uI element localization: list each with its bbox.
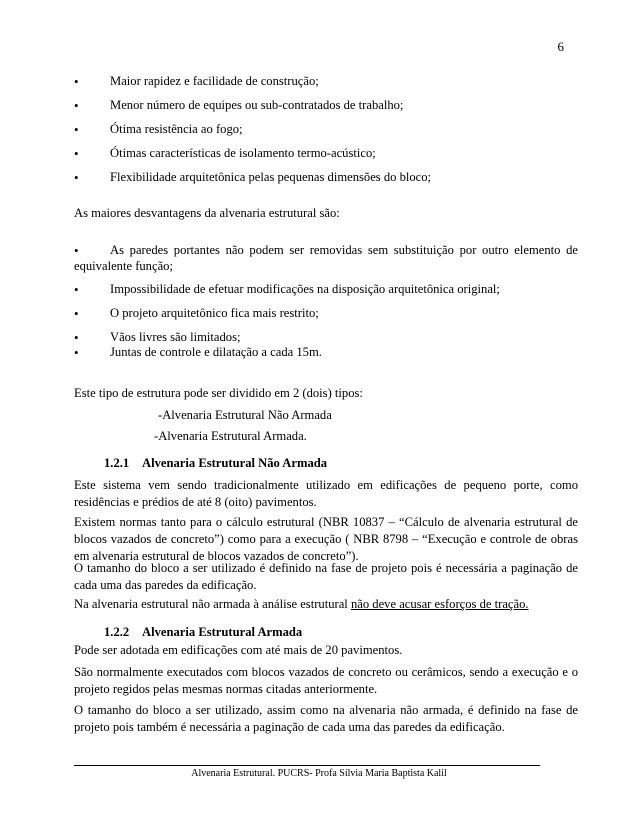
advantage-text: Maior rapidez e facilidade de construção;: [110, 74, 319, 88]
page-number: 6: [557, 39, 564, 54]
paragraph: Pode ser adotada em edificações com até mais de 20 pavimentos.: [74, 643, 403, 657]
bullet-icon: •: [74, 98, 79, 113]
advantage-text: Menor número de equipes ou sub-contratados de trabalho;: [110, 98, 404, 112]
disadvantage-text: O projeto arquitetônico fica mais restrito;: [110, 306, 319, 320]
underlined-text: não deve acusar esforços de tração.: [350, 597, 529, 611]
disadvantage-text: Juntas de controle e dilatação a cada 15m.: [110, 345, 322, 359]
advantage-text: Ótima resistência ao fogo;: [110, 122, 243, 136]
disadvantage-text: As paredes portantes não podem ser removidas sem substituição por outro elemento de: [110, 243, 578, 257]
section-heading-1-2-2: [104, 624, 302, 641]
paragraph: Este sistema vem sendo tradicionalmente utilizado em edificações de pequeno porte, como residências e prédios de até 8 (oito) pavimentos.: [74, 478, 578, 509]
disadvantage-text: Vãos livres são limitados;: [110, 330, 241, 344]
section-number: 1.2.1: [104, 456, 130, 470]
section-title: Alvenaria Estrutural Armada: [142, 625, 303, 639]
disadvantages-intro: As maiores desvantagens da alvenaria estrutural são:: [74, 206, 340, 220]
bullet-icon: •: [74, 306, 79, 321]
advantage-text: Ótimas características de isolamento termo-acústico;: [110, 146, 376, 160]
bullet-icon: •: [74, 122, 79, 137]
footer-divider: [74, 765, 540, 766]
types-intro: Este tipo de estrutura pode ser dividido em 2 (dois) tipos:: [74, 386, 363, 400]
disadvantage-text-continued: equivalente função;: [74, 259, 173, 273]
section-heading-1-2-1: [104, 455, 327, 472]
bullet-icon: •: [74, 282, 79, 297]
paragraph: São normalmente executados com blocos vazados de concreto ou cerâmicos, sendo a execução e o projeto regidos pelas mesmas normas citadas anteriormente.: [74, 665, 578, 696]
bullet-icon: •: [74, 74, 79, 89]
paragraph: Existem normas tanto para o cálculo estrutural (NBR 10837 – “Cálculo de alvenaria estrutural de blocos vazados de concreto”) como para a execução ( NBR 8798 – “Execução e controle de obras em alvenaria estrutural de blocos vazados de concreto”).: [74, 515, 578, 563]
paragraph-text: Na alvenaria estrutural não armada à análise estrutural: [74, 597, 351, 611]
type-2: -Alvenaria Estrutural Armada.: [154, 429, 307, 443]
footer-text: Alvenaria Estrutural. PUCRS- Profa Sílvia Maria Baptista Kalil: [191, 768, 447, 779]
bullet-icon: •: [74, 345, 79, 360]
advantage-text: Flexibilidade arquitetônica pelas pequenas dimensões do bloco;: [110, 170, 432, 184]
paragraph: O tamanho do bloco a ser utilizado é definido na fase de projeto pois é necessária a paginação de cada uma das paredes da edificação.: [74, 561, 578, 592]
section-number: 1.2.2: [104, 625, 130, 639]
disadvantage-text: Impossibilidade de efetuar modificações na disposição arquitetônica original;: [110, 282, 500, 296]
bullet-icon: •: [74, 146, 79, 161]
section-title: Alvenaria Estrutural Não Armada: [142, 456, 328, 470]
bullet-icon: •: [74, 330, 79, 345]
bullet-icon: •: [74, 170, 79, 185]
paragraph: [74, 596, 529, 613]
paragraph: O tamanho do bloco a ser utilizado, assim como na alvenaria não armada, é definido na fase de projeto pois também é necessária a paginação de cada uma das paredes da edificação.: [74, 703, 578, 734]
type-1: -Alvenaria Estrutural Não Armada: [158, 408, 332, 422]
bullet-icon: •: [74, 243, 79, 258]
